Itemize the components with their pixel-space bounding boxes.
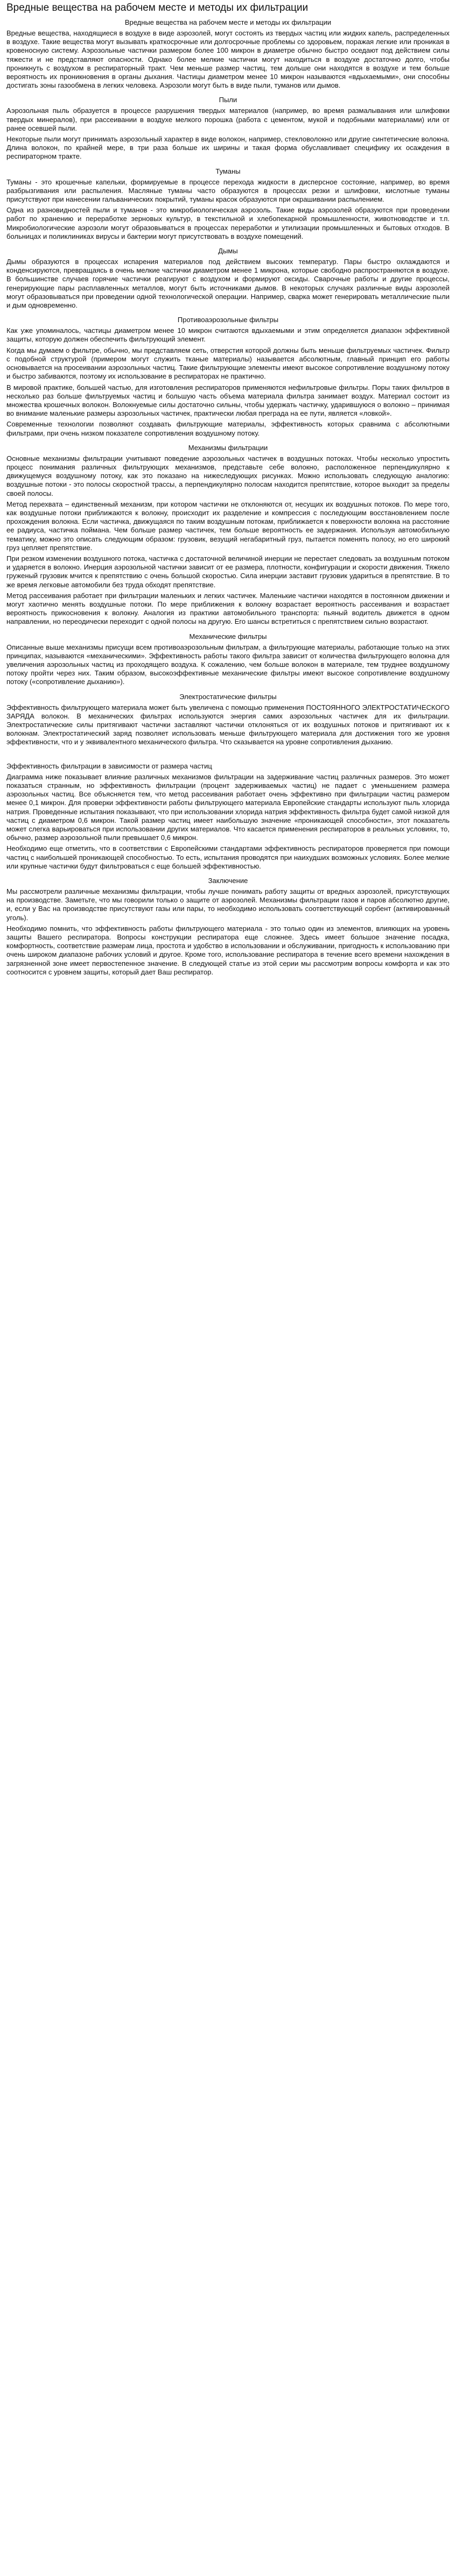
paragraph: Дымы образуются в процессах испарения материалов под действием высоких температур. Пары быстро охлаждаются и конденсируются, превращаясь в очень мелкие частички диаметром менее 1 микрона, которые свободно распространяются в воздухе. В большинстве случаев горячие частички реагируют с воздухом и формируют оксиды. Сварочные работы и другие процессы, генерирующие пары расплавленных металлов, могут быть источниками дымов. В некоторых случаях различные виды аэрозолей могут образовываться при проведении одной технологической операции. Например, сварка может генерировать металлические пыли и дым одновременно. (6, 258, 450, 310)
section-heading: Противоаэрозольные фильтры (177, 316, 279, 324)
paragraph: Эффективность фильтрующего материала может быть увеличена с помощью применения ПОСТОЯННОГО ЭЛЕКТРОСТАТИЧЕСКОГО ЗАРЯДА волокон. В механических фильтрах используются энергия самих аэрозольных частичек для их фильтрации. Электростатические силы притягивают частички заставляют частички отклоняться от их воздушных потоков и притягивают их к волокнам. Электростатический заряд позволяет использовать меньше фильтрующего материала для достижения того же уровня эффективности, что и у эквивалентного механического фильтра. Что сказывается на уровне сопротивления дыханию. (6, 703, 450, 746)
section-heading: Заключение (208, 877, 248, 885)
paragraph: Диаграмма ниже показывает влияние различных механизмов фильтрации на задерживание частиц различных размеров. Это может показаться странным, но эффективность фильтрации (процент задерживаемых частиц) не падает с уменьшением размера аэрозольных частиц. Все объясняется тем, что метод рассеивания работает очень эффективно при фильтрации частиц размером менее 0,1 микрон. Для проверки эффективности работы фильтрующего материала Европейские стандарты используют пыль хлорида натрия. Проведенные испытания показывают, что при использовании хлорида натрия эффективность фильтра будет самой низкой для частиц с диаметром 0,6 микрон. Такой размер частиц имеет наибольшую значение «проникающей способности», этот показатель может слегка варьироваться при использовании других материалов. Что касается применения респираторов в реальных условиях, то, обычно, размер аэрозольной пыли превышает 0,6 микрон. (6, 772, 450, 842)
section-heading-left: Эффективность фильтрации в зависимости от размера частиц (6, 762, 212, 770)
paragraph: Современные технологии позволяют создавать фильтрующие материалы, эффективность которых сравнима с абсолютными фильтрами, при очень низком показателе сопротивления воздушному потоку. (6, 420, 450, 437)
paragraph: Как уже упоминалось, частицы диаметром менее 10 микрон считаются вдыхаемыми и этим определяется диапазон эффективной защиты, которую должен обеспечить фильтрующий элемент. (6, 326, 450, 344)
section-heading: Механические фильтры (189, 632, 267, 641)
paragraph: Некоторые пыли могут принимать аэрозольный характер в виде волокон, например, стекловолокно или другие синтетические волокна. Длина волокон, по крайней мере, в три раза больше их ширины и такая форма обуславливает специфику их осаждения в респираторном тракте. (6, 135, 450, 161)
section-fumes (6, 246, 450, 310)
intro-block (6, 29, 450, 90)
section-conclusion (6, 876, 450, 977)
paragraph: Метод перехвата – единственный механизм, при котором частички не отклоняются от, несущих их воздушных потоков. По мере того, как воздушные потоки приближаются к волокну, происходит их разделение и компрессия с последующим восстановлением после прохождения волокна. Если частичка, движущаяся по таким воздушным потокам, приближается к поверхности волокна на расстояние ее радиуса, частичка поймана. Чем больше размер частичек, тем больше вероятность ее задержания. Используя автомобильную тематику, можно это описать следующим образом: грузовик, везущий негабаритный груз, пытается поменять полосу, но его широкий груз цепляет препятствие. (6, 500, 450, 552)
spacer (6, 749, 450, 757)
section-mists (6, 167, 450, 241)
paragraph: Основные механизмы фильтрации учитывают поведение аэрозольных частичек в воздушных потоках. Чтобы несколько упростить процесс понимания различных фильтрующих механизмов, представьте себе волокно, расположенное перпендикулярно к движущемуся воздушному потоку, как это показано на нижеследующих рисунках. Можно использовать следующую аналогию: воздушные потоки - это полосы скоростной трассы, а перпендикулярно полосам находится препятствие, которое выходит за пределы своей полосы. (6, 454, 450, 497)
section-filtration-efficiency (6, 762, 450, 871)
article-subtitle: Вредные вещества на рабочем месте и методы их фильтрации (124, 18, 332, 26)
section-heading: Туманы (215, 167, 241, 175)
paragraph: Когда мы думаем о фильтре, обычно, мы представляем сеть, отверстия которой должны быть меньше фильтруемых частичек. Фильтр с подобной структурой (примером могут служить тканые материалы) называется абсолютным, главный принцип его работы основывается на просеивании аэрозольных частиц. Такие фильтрующие элементы имеют высокое сопротивление воздушному потоку и быстро забиваются, поэтому их использование в респираторах не практично. (6, 346, 450, 381)
page-title: Вредные вещества на рабочем месте и методы их фильтрации (6, 2, 308, 13)
section-heading: Электростатические фильтры (179, 692, 277, 701)
paragraph: Описанные выше механизмы присущи всем противоаэрозольным фильтрам, а фильтрующие материалы, работающие только на этих принципах, называются «механическими». Эффективность работы такого фильтра зависит от количества фильтрующего волокна для увеличения аэрозольных частиц из проходящего воздуха. К сожалению, чем больше волокон в материале, тем труднее воздушному потоку пройти через них. Таким образом, высокоэффективные механические фильтры имеют высокое сопротивление воздушному потоку («сопротивление дыханию»). (6, 643, 450, 686)
section-heading: Дымы (218, 247, 238, 255)
section-heading: Пыли (219, 96, 237, 104)
paragraph: Метод рассеивания работает при фильтрации маленьких и легких частичек. Маленькие частички находятся в постоянном движении и могут хаотично менять воздушные потоки. По мере приближения к волокну возрастает вероятность рассеивания и возрастает вероятность прикосновения к волокну. Аналогия из практики автомобильного транспорта: пьяный водитель движется в одном направлении, но переодически переходит с одной полосы на другую. Его шансы встретиться с препятствием сильно возрастают. (6, 591, 450, 626)
section-filtration-mechanisms (6, 443, 450, 627)
section-dust (6, 95, 450, 161)
paragraph: При резком изменении воздушного потока, частичка с достаточной величиной инерции не перестает следовать за воздушным потоком и ударяется в волокно. Инерция аэрозольной частички зависит от ее размера, плотности, конфигурации и скорости движения. Тяжело груженый грузовик мчится к препятствию с очень большой скоростью. Сила инерции заставит грузовик удариться в препятствие. В то же время легковые автомобили без труда обходят препятствие. (6, 554, 450, 589)
section-heading: Механизмы фильтрации (188, 443, 268, 452)
intro-paragraph: Вредные вещества, находящиеся в воздухе в виде аэрозолей, могут состоять из твердых частиц или жидких капель, распределенных в воздухе. Такие вещества могут вызывать краткосрочные или долгосрочные проблемы со здоровьем, поражая легкие или проникая в кровеносную систему. Аэрозольные частички размером более 100 микрон в диаметре обычно быстро оседают под действием силы тяжести и не представляют опасности. Однако более мелкие частички могут находиться в воздухе достаточно долго, чтобы проникнуть с воздухом в респираторный тракт. Чем меньше размер частиц, тем дольше они находятся в воздухе и тем больше вероятность их проникновения в органы дыхания. Частицы диаметром менее 10 микрон называются «вдыхаемыми», они способны достигать зоны газообмена в легких человека. Аэрозоли могут быть в виде пыли, туманов или дымов. (6, 29, 450, 90)
section-mechanical-filters (6, 632, 450, 687)
paragraph: Аэрозольная пыль образуется в процессе разрушения твердых материалов (например, во время размалывания или шлифовки твердых минералов), при рассеивании в воздухе мелкого порошка (работа с цементом, мукой и подобными материалами) или от ранее осевшей пыли. (6, 106, 450, 132)
paragraph: Одна из разновидностей пыли и туманов - это микробиологическая аэрозоль. Такие виды аэрозолей образуются при проведении работ по хранению и переработке зерновых культур, в текстильной и хлебопекарной промышленности, животноводстве и т.п. Микробиологические аэрозоли могут образовываться в процессах переработки и утилизации промышленных и бытовых отходов. В больницах и поликлиниках вирусы и бактерии могут присутствовать в воздухе помещений. (6, 206, 450, 240)
section-aerosol-filters (6, 315, 450, 437)
article (0, 2, 456, 985)
paragraph: Туманы - это крошечные капельки, формируемые в процессе перехода жидкости в дисперсное состояние, например, во время разбрызгивания или распыления. Масляные туманы часто образуются в процессах резки и шлифовки, кислотные туманы присутствуют при нанесении гальванических покрытий, туманы красок образуются при окрашивании распылением. (6, 177, 450, 204)
paragraph: В мировой практике, большей частью, для изготовления респираторов применяются нефильтровые фильтры. Поры таких фильтров в несколько раз больше фильтруемых частиц и большую часть объема материала фильтра занимает воздух. Материал состоит из множества крошечных волокон. Волокнуемые силы достаточно сильны, чтобы удержать частичку, ударившуюся о волокно – принимая во внимание маленькие размеры аэрозольных частичек, практически любая преграда на ее пути, является «ловкой». (6, 383, 450, 418)
section-electrostatic-filters (6, 692, 450, 747)
paragraph: Мы рассмотрели различные механизмы фильтрации, чтобы лучше понимать работу защиты от вредных аэрозолей, присутствующих на производстве. Заметьте, что мы говорили только о защите от аэрозолей. Механизмы фильтрации газов и паров абсолютно другие, и, если у Вас на производстве присутствуют газы или пары, то необходимо использовать соответствующий сорбент (активированный уголь). (6, 887, 450, 922)
paragraph: Необходимо помнить, что эффективность работы фильтрующего материала - это только один из элементов, влияющих на уровень защиты Вашего респиратора. Вопросы конструкции респиратора еще сложнее. Здесь имеет большое значение посадка, комфортность, соответствие размерам лица, простота и удобство в использовании и обслуживании, пригодность к использованию при очень широком диапазоне рабочих условий и другое. Кроме того, использование респиратора в течение всего времени нахождения в загрязненной зоне имеет первостепенное значение. В следующей статье из этой серии мы рассмотрим вопросы комфорта и как это соотносится с уровнем защиты, который дает Ваш респиратор. (6, 924, 450, 976)
paragraph: Необходимо еще отметить, что в соответствии с Европейскими стандартами эффективность респираторов проверяется при помощи частиц с наибольшей проникающей способностью. То есть, испытания проводятся при наихудших возможных условиях. Более мелкие или крупные частички будут фильтроваться с еще большей эффективностью. (6, 844, 450, 870)
